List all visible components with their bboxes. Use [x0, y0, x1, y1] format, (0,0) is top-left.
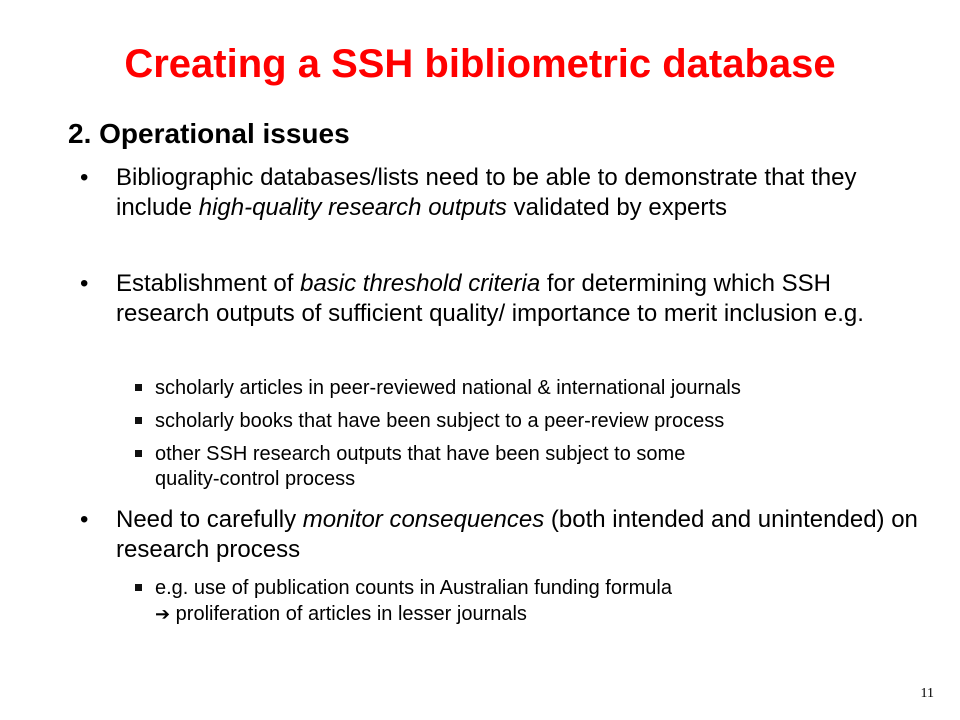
- square-bullet-icon: [135, 417, 142, 424]
- bullet-dot: •: [80, 506, 89, 533]
- sub-bullet-text-after-arrow: proliferation of articles in lesser journals: [175, 603, 527, 625]
- bullet-3-emphasis: monitor consequences: [302, 506, 545, 533]
- slide-subtitle: 2. Operational issues: [68, 118, 350, 149]
- bullet-dot: •: [80, 270, 89, 297]
- slide-title: Creating a SSH bibliometric database: [124, 42, 836, 86]
- bullet-1-text-part-2: validated by experts: [506, 194, 728, 221]
- bullet-3-text-part-2: (both intended and unintended) on research process: [116, 506, 918, 563]
- page-number: 11: [920, 686, 934, 701]
- bullet-2-emphasis: basic threshold criteria: [300, 270, 541, 297]
- square-bullet-icon: [135, 584, 142, 591]
- sub-bullet-text: [155, 602, 915, 626]
- sub-bullet-text: other SSH research outputs that have been subject to some: [155, 443, 686, 465]
- bullet-2-text: [116, 269, 926, 329]
- bullet-3-text-part-1: Need to carefully: [116, 506, 303, 533]
- bullet-1-text: [116, 163, 926, 223]
- square-bullet-icon: [135, 450, 142, 457]
- bullet-dot: •: [80, 164, 89, 191]
- square-bullet-icon: [135, 384, 142, 391]
- sub-bullet-text: quality-control process: [155, 468, 356, 490]
- bullet-2-text-part-2: for determining which SSH research outputs of sufficient quality/ importance to merit inclusion e.g.: [116, 270, 864, 327]
- sub-bullet-text: e.g. use of publication counts in Australian funding formula: [155, 577, 672, 599]
- bullet-2-text-part-1: Establishment of: [116, 270, 301, 297]
- arrow-right-icon: ➔: [155, 604, 171, 624]
- bullet-1-text-part-1: Bibliographic databases/lists need to be able to demonstrate that they include: [116, 164, 857, 221]
- sub-bullet-text: scholarly articles in peer-reviewed national & international journals: [155, 377, 741, 399]
- bullet-3-text: [116, 505, 926, 565]
- sub-bullet-text: scholarly books that have been subject to a peer-review process: [155, 410, 725, 432]
- bullet-1-emphasis: high-quality research outputs: [198, 194, 507, 221]
